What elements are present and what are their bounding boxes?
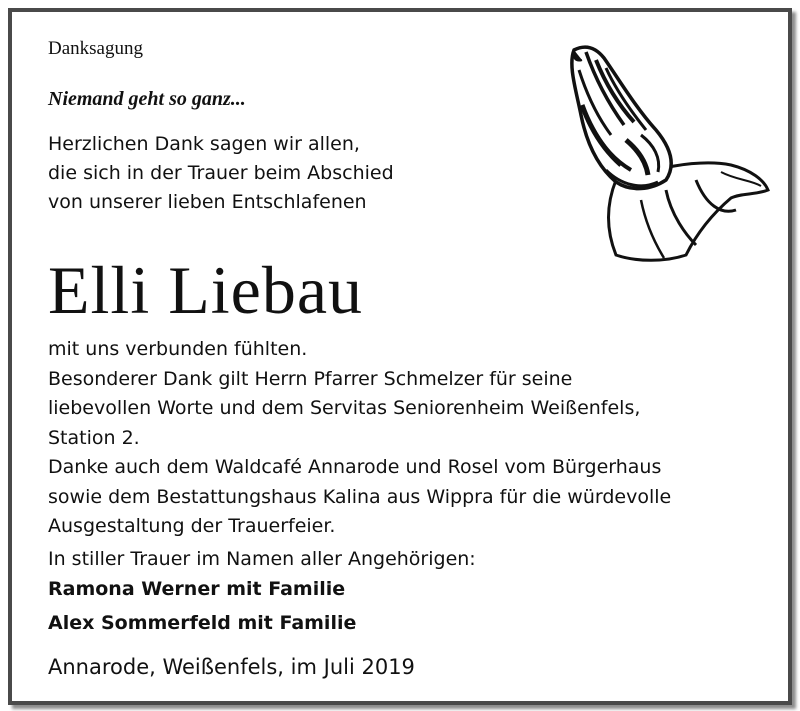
deceased-name: Elli Liebau [48,252,364,328]
body-line: sowie dem Bestattungshaus Kalina aus Wippra für die würdevolle [48,485,672,508]
body-line: Besonderer Dank gilt Herrn Pfarrer Schmelzer für seine [48,367,573,390]
body-line: Ausgestaltung der Trauerfeier. [48,515,336,537]
body-line: Danke auch dem Waldcafé Annarode und Rosel vom Bürgerhaus [48,456,662,478]
praying-hands-icon [546,30,776,265]
intro-line: die sich in der Trauer beim Abschied [48,162,394,184]
body-line: liebevollen Worte und dem Servitas Seniorenheim Weißenfels, [48,397,641,419]
intro-line: von unserer lieben Entschlafenen [48,191,367,213]
intro-text [48,130,394,217]
body-line: mit uns verbunden fühlten. [48,338,308,360]
closing-line: In stiller Trauer im Namen aller Angehörigen: [48,548,476,570]
family-signature: Ramona Werner mit Familie [48,578,346,600]
intro-line: Herzlichen Dank sagen wir allen, [48,133,360,155]
notice-motto: Niemand geht so ganz... [48,88,246,110]
notice-heading: Danksagung [48,38,143,59]
place-date: Annarode, Weißenfels, im Juli 2019 [48,655,415,679]
body-text [48,335,671,542]
obituary-frame [8,8,792,705]
body-line: Station 2. [48,426,140,449]
family-signature: Alex Sommerfeld mit Familie [48,612,357,634]
